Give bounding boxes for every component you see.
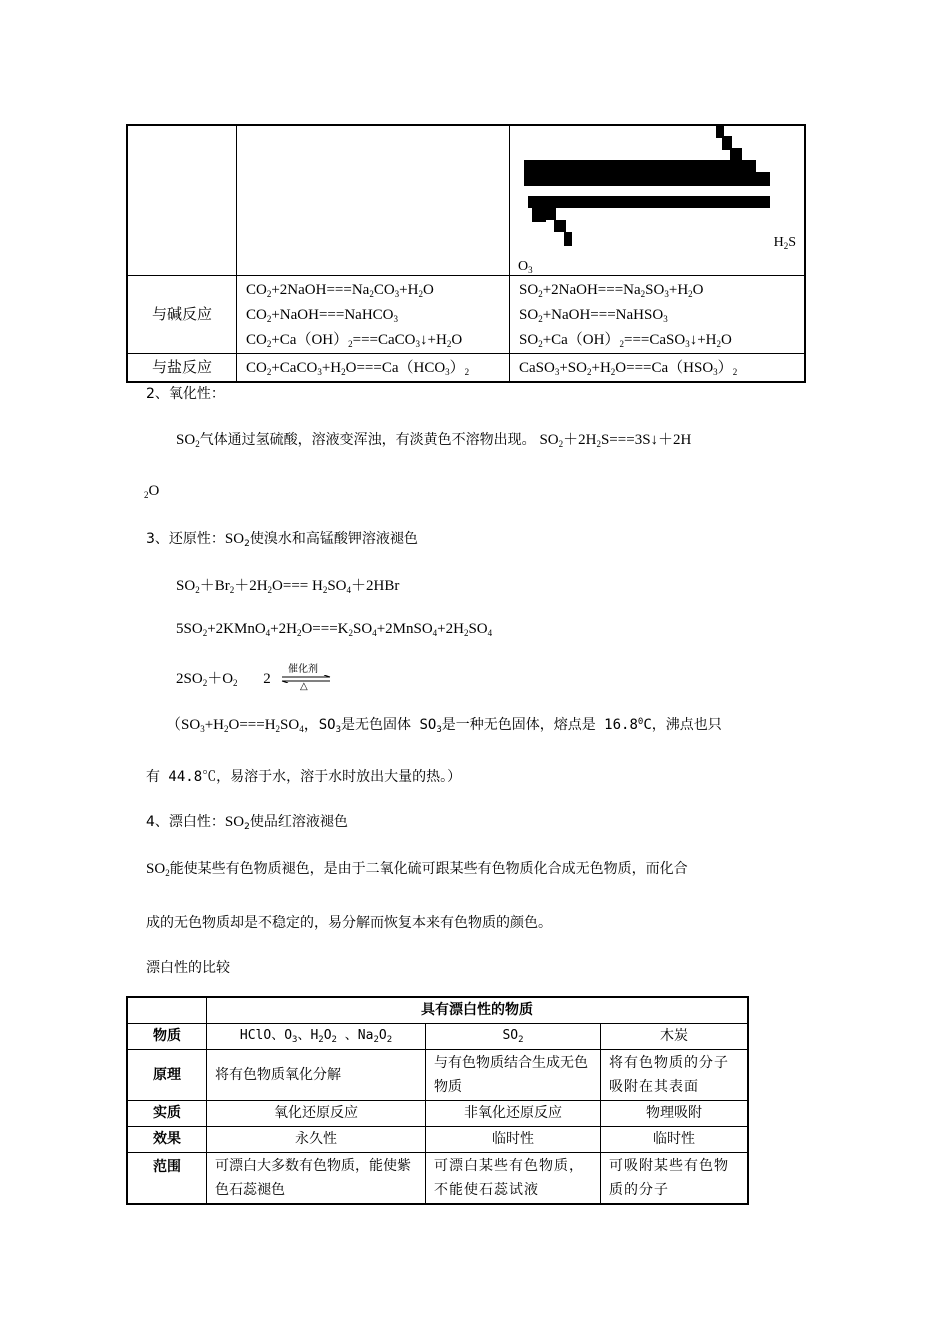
so2-base-cell xyxy=(510,275,806,353)
scope-cell: 可漂白大多数有色物质，能使紫色石蕊褪色 xyxy=(207,1152,426,1204)
table-header: 具有漂白性的物质 xyxy=(207,997,749,1023)
row-label-salt: 与盐反应 xyxy=(127,353,237,382)
equation-line: $CO_2+Ca(OH)_2===CaCO_3↓+H_2O$ xyxy=(246,331,463,349)
substance-charcoal: 木炭 xyxy=(601,1023,749,1049)
catalyst-arrow xyxy=(280,664,332,694)
equation-line: $CO_2+NaOH===NaHCO_3$ xyxy=(246,306,398,324)
equation-line: $CaSO_3+SO_2+H_2O===Ca(HSO_3)_2$ xyxy=(519,359,738,377)
empty-cell xyxy=(237,125,510,275)
heat-symbol: △ xyxy=(300,681,308,692)
compare-title: 漂白性的比较 xyxy=(146,960,230,976)
so2-salt-cell xyxy=(510,353,806,382)
reaction-table xyxy=(126,124,806,383)
h2s-label: $H_2S$ xyxy=(773,235,796,251)
effect-cell: 永久性 xyxy=(207,1126,426,1152)
scope-cell: 可吸附某些有色物质的分子 xyxy=(601,1152,749,1204)
section4-heading: 4、漂白性：$SO_2$使品红溶液褪色 xyxy=(146,814,348,832)
effect-cell: 临时性 xyxy=(601,1126,749,1152)
bleaching-comparison-table xyxy=(126,996,749,1205)
section4-para2: 成的无色物质却是不稳定的，易分解而恢复本来有色物质的颜色。 xyxy=(146,915,552,931)
nature-cell: 氧化还原反应 xyxy=(207,1100,426,1126)
equation: $SO_2+2H_2S===3S↓+2H$ xyxy=(539,432,692,449)
artifact-graphic xyxy=(510,126,804,276)
substance-so2: $SO_2$ xyxy=(426,1023,601,1049)
principle-cell: 与有色物质结合生成无色物质 xyxy=(426,1049,601,1100)
row-label-base: 与碱反应 xyxy=(127,275,237,353)
section4-para1: $SO_2$能使某些有色物质褪色，是由于二氧化硫可跟某些有色物质化合成无色物质，而化合 xyxy=(146,861,688,878)
scope-cell: 可漂白某些有色物质，不能使石蕊试液 xyxy=(426,1152,601,1204)
principle-cell: 将有色物质氧化分解 xyxy=(207,1049,426,1100)
note-line1: （$SO_3+H_2O===H_2SO_4$，$SO_3$是无色固体 $SO_3$是一种无色固体，熔点是 16.8$^0$C，沸点也只 xyxy=(166,717,722,735)
effect-cell: 临时性 xyxy=(426,1126,601,1152)
empty-cell xyxy=(127,997,207,1023)
catalyst-label: 催化剂 xyxy=(288,664,318,675)
co2-base-cell xyxy=(237,275,510,353)
equation-line: $SO_2+Ca(OH)_2===CaSO_3↓+H_2O$ xyxy=(519,331,732,349)
equation-line: $SO_2+NaOH===NaHSO_3$ xyxy=(519,306,668,324)
equation-line: $SO_2+2NaOH===Na_2SO_3+H_2O$ xyxy=(519,281,704,299)
nature-cell: 非氧化还原反应 xyxy=(426,1100,601,1126)
nature-cell: 物理吸附 xyxy=(601,1100,749,1126)
row-label-substance: 物质 xyxy=(127,1023,207,1049)
row-label-effect: 效果 xyxy=(127,1126,207,1152)
section2-heading: 2、氧化性： xyxy=(146,386,225,402)
note-line2: 有 44.8℃，易溶于水，溶于水时放出大量的热。） xyxy=(146,769,462,785)
principle-cell: 将有色物质的分子吸附在其表面 xyxy=(601,1049,749,1100)
equation-br2: $SO_2+Br_2+2H_2O=== H_2SO_4+2HBr$ xyxy=(176,578,400,595)
section3-heading: 3、还原性：$SO_2$使溴水和高锰酸钾溶液褪色 xyxy=(146,531,418,549)
image-cell xyxy=(510,125,806,275)
o3-label: $O_3$ xyxy=(518,259,533,275)
section2-line1: $SO_2$气体通过氢硫酸，溶液变浑浊，有淡黄色不溶物出现。 $SO_2+2H_2S===3S↓+2H$ xyxy=(176,432,692,449)
empty-cell xyxy=(127,125,237,275)
co2-salt-cell xyxy=(237,353,510,382)
substance-hclo: HClO、$O_3$、$H_2O_2$ 、$Na_2O_2$ xyxy=(207,1023,426,1049)
equation-line: $CO_2+2NaOH===Na_2CO_3+H_2O$ xyxy=(246,281,434,299)
equation-kmno4: $5SO_2+2KMnO_4+2H_2O===K_2SO_4+2MnSO_4+2H_2SO_4$ xyxy=(176,621,493,638)
equation-o2: $2SO_2+O_2$ 2 xyxy=(176,671,271,688)
section2-line2: $_2$O xyxy=(144,483,160,500)
equation-line: $CO_2+CaCO_3+H_2O===Ca(HCO_3)_2$ xyxy=(246,359,470,377)
row-label-nature: 实质 xyxy=(127,1100,207,1126)
row-label-scope: 范围 xyxy=(127,1152,207,1204)
row-label-principle: 原理 xyxy=(127,1049,207,1100)
